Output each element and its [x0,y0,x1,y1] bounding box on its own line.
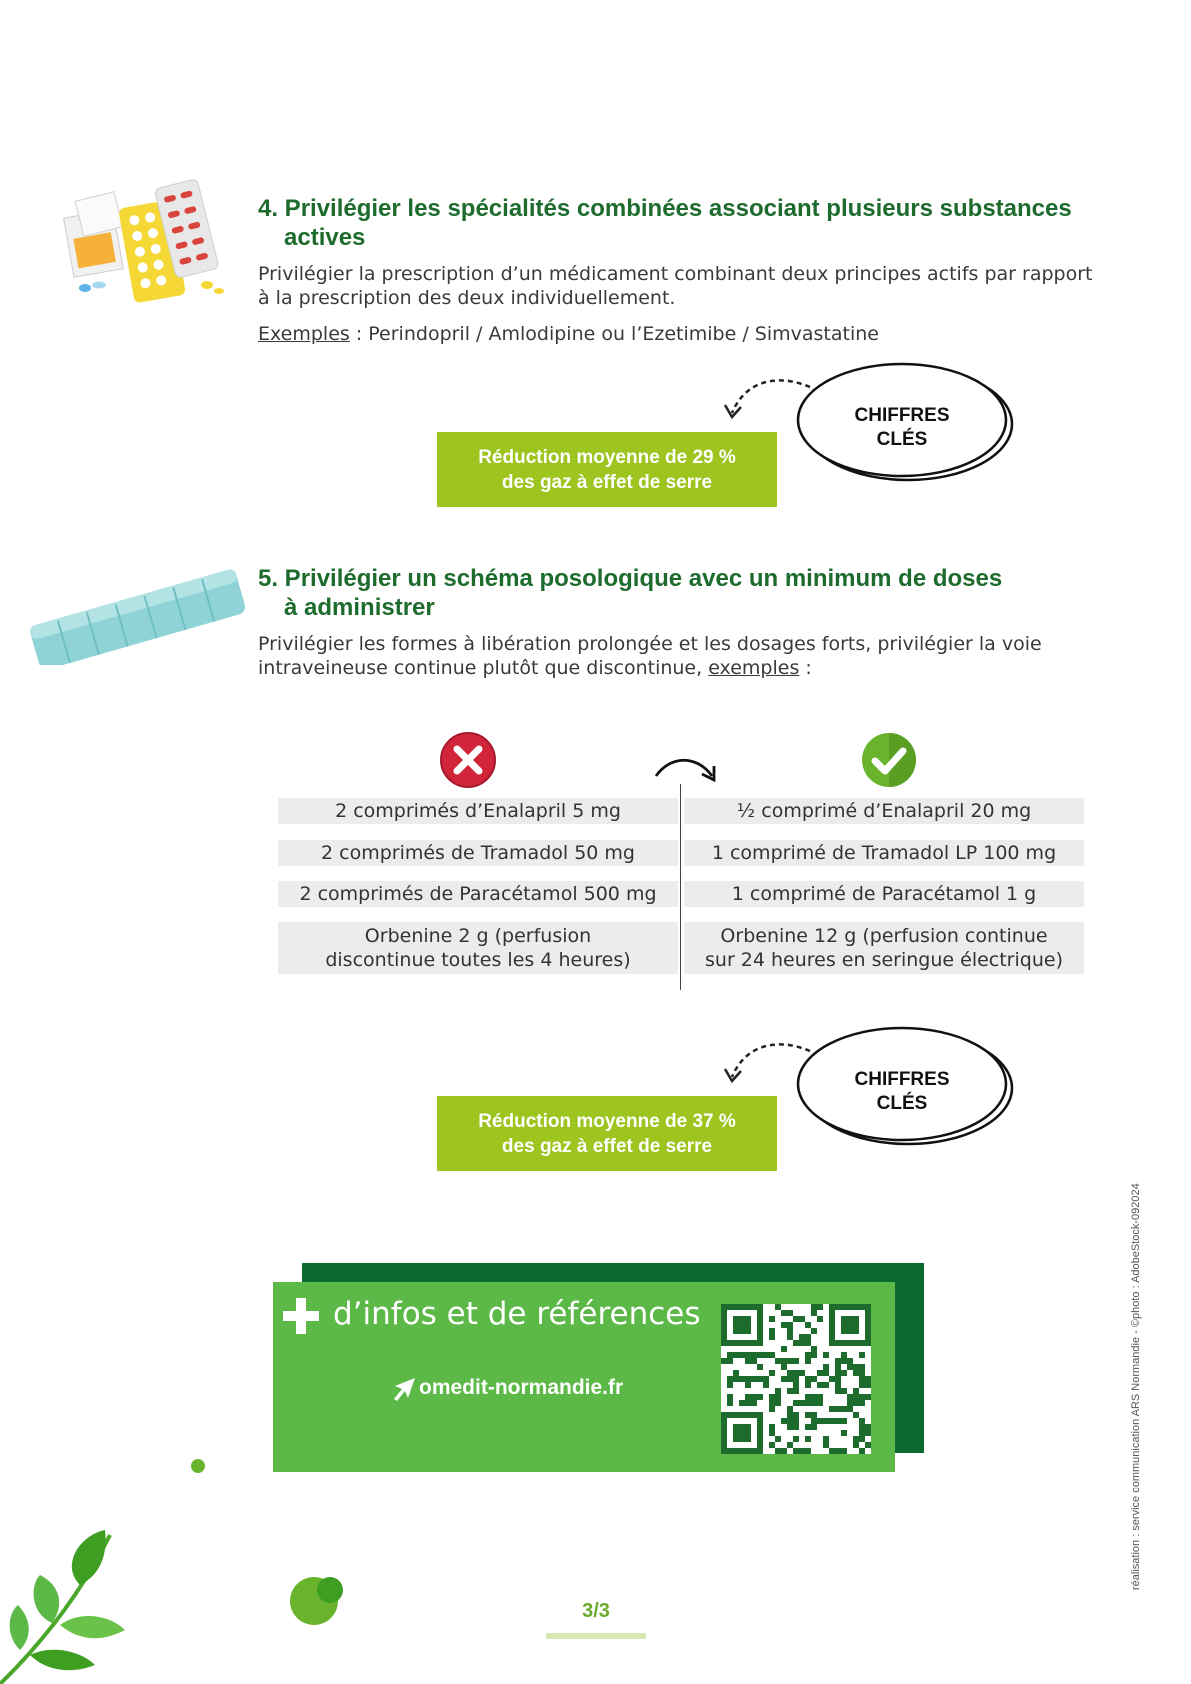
before-row-text: discontinue toutes les 4 heures) [325,949,631,971]
before-row [278,922,678,974]
section5-examples-label: exemples [708,657,800,679]
section4-title-line1: 4. Privilégier les spécialités combinées associant plusieurs substances [258,195,1072,222]
after-row-text: 1 comprimé de Tramadol LP 100 mg [711,842,1057,864]
before-row-text: 2 comprimés de Tramadol 50 mg [321,842,635,864]
section5-body-part2: : [799,657,812,679]
plus-icon [281,1296,321,1336]
before-row-text: 2 comprimés d’Enalapril 5 mg [335,800,621,822]
page-number: 3/3 [582,1600,610,1622]
page-number-underline [546,1633,646,1639]
check-icon [861,732,917,788]
section4-heading [258,194,1118,252]
pointer-arrow-icon [391,1376,417,1402]
key-figure-line2: des gaz à effet de serre [501,1135,713,1157]
photo-credit: réalisation : service communication ARS Normandie - ©photo : AdobeStock-092024 [1130,1183,1142,1590]
before-row-text: Orbenine 2 g (perfusion [364,925,592,947]
after-row [684,840,1084,866]
section5-body [258,632,1103,680]
curved-arrow-icon [652,752,720,786]
section4-body: Privilégier la prescription d’un médicament combinant deux principes actifs par rapport à la prescription des deux individuellement. [258,263,1093,309]
chiffres-cles-label [792,1068,1012,1116]
after-row-text: sur 24 heures en seringue électrique) [705,949,1063,971]
pillbox-icon [20,555,250,665]
key-figure-line2: des gaz à effet de serre [501,471,713,493]
key-figure-line1: Réduction moyenne de 29 % [478,446,736,468]
chiffres-line1: CHIFFRES [854,1069,950,1090]
after-row [684,922,1084,974]
section4-examples-text: : Perindopril / Amlodipine ou l’Ezetimibe / Simvastatine [349,323,879,345]
comparison-divider [680,784,681,990]
chiffres-line2: CLÉS [876,1093,928,1114]
section5-title-line1: 5. Privilégier un schéma posologique avec un minimum de doses [258,565,1003,592]
pills-icon [55,175,225,305]
info-title: d’infos et de références [333,1296,701,1332]
after-row-text: Orbenine 12 g (perfusion continue [720,925,1048,947]
green-circles-decoration [288,1575,348,1627]
chiffres-line2: CLÉS [876,429,928,450]
chiffres-cles-label [792,404,1012,452]
cross-icon [440,732,496,788]
key-figure-line1: Réduction moyenne de 37 % [478,1110,736,1132]
after-row-text: ½ comprimé d’Enalapril 20 mg [736,800,1032,822]
section5-heading [258,564,1118,622]
info-box [273,1282,895,1472]
info-url-link[interactable]: omedit-normandie.fr [419,1376,624,1399]
section4-title-line2: actives [284,224,366,251]
before-row-text: 2 comprimés de Paracétamol 500 mg [299,883,657,905]
green-dot [190,1458,206,1474]
section5-body-part1: Privilégier les formes à libération prolongée et les dosages forts, privilégier la voie intraveineuse continue plutôt que discontinue, [258,633,1042,679]
qr-code-pattern [721,1304,871,1454]
chiffres-line1: CHIFFRES [854,405,950,426]
section4-examples-label: Exemples [258,323,350,345]
section4-examples [258,322,1103,346]
section5-title-line2: à administrer [284,594,435,621]
before-row [278,840,678,866]
qr-code [721,1304,871,1454]
before-row [278,881,678,907]
after-row [684,798,1084,824]
before-row [278,798,678,824]
leaf-branch-icon [0,1525,160,1684]
after-row-text: 1 comprimé de Paracétamol 1 g [731,883,1037,905]
after-row [684,881,1084,907]
key-figure-box [437,1096,777,1171]
key-figure-box [437,432,777,507]
